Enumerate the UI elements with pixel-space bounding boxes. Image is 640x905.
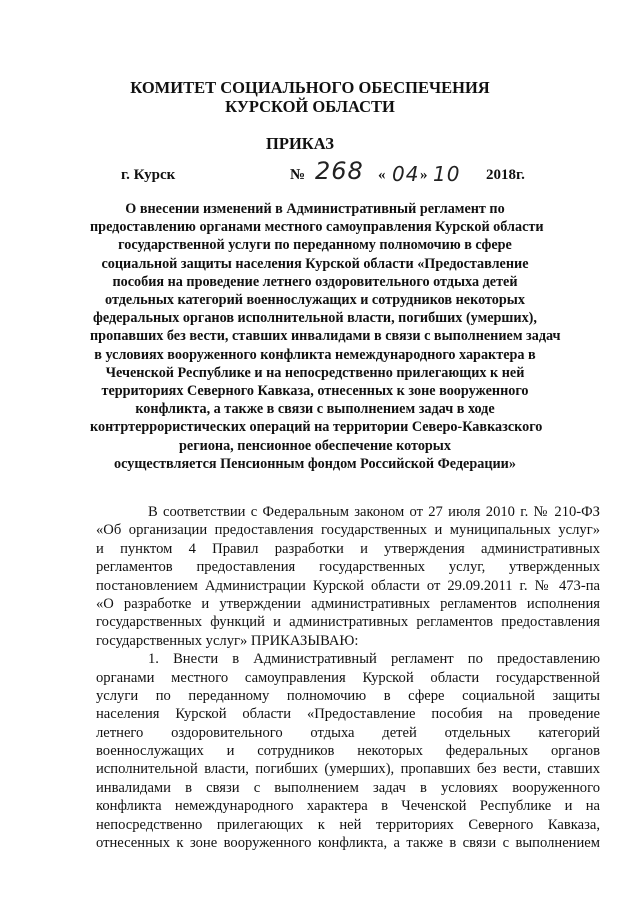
handwritten-order-number: 268 <box>315 157 364 185</box>
subject-line: социальной защиты населения Курской области «Предоставление <box>101 255 529 272</box>
subject-line: региона, пенсионное обеспечение которых <box>179 437 451 454</box>
body-text-line: конфликта немеждународного характера в Чеченской Республике и на <box>96 798 600 815</box>
subject-line: Чеченской Республике и на непосредственно прилегающих к ней <box>105 364 525 381</box>
body-text-line: постановлением Администрации Курской области от 29.09.2011 г. № 473-па <box>96 577 600 594</box>
date-close-quote: » <box>420 167 428 183</box>
body-text-line: военнослужащих и сотрудников некоторых федеральных органов <box>96 743 600 760</box>
document-type: ПРИКАЗ <box>266 134 334 153</box>
body-text-line: населения Курской области «Предоставление пособия на проведение <box>96 706 600 723</box>
subject-line: территориях Северного Кавказа, отнесенных к зоне вооруженного <box>101 383 529 400</box>
body-text-line: регламентов предоставления государственных услуг, утвержденных <box>96 559 600 576</box>
subject-line: предоставлению органами местного самоуправления Курской области <box>90 219 544 236</box>
body-text-line: «О разработке и утверждении административных регламентов исполнения <box>96 595 600 612</box>
city: г. Курск <box>121 167 176 183</box>
body-text-line: летнего оздоровительного отдыха детей отдельных категорий <box>96 724 600 741</box>
subject-line: осуществляется Пенсионным фондом Российской Федерации» <box>114 455 516 472</box>
subject-line: пропавших без вести, ставших инвалидами в связи с выполнением задач <box>90 328 561 345</box>
subject-line: в условиях вооруженного конфликта немеждународного характера в <box>94 346 536 363</box>
body-text-line: исполнительной власти, погибших (умерших), пропавших без вести, ставших <box>96 761 600 778</box>
paragraph-first-line: В соответствии с Федеральным законом от 27 июля 2010 г. № 210-ФЗ <box>148 504 600 520</box>
handwritten-date-day: 04 <box>392 162 420 186</box>
date-open-quote: « <box>378 167 386 183</box>
body-text-line: инвалидами в связи с выполнением задач в условиях вооруженного <box>96 779 600 796</box>
organization-name-line: КОМИТЕТ СОЦИАЛЬНОГО ОБЕСПЕЧЕНИЯ <box>130 78 490 97</box>
organization-name-line: КУРСКОЙ ОБЛАСТИ <box>225 97 395 116</box>
order-body <box>96 503 600 852</box>
paragraph-first-line: 1. Внести в Административный регламент по предоставлению <box>148 651 600 668</box>
body-text-line: государственных функций и административных регламентов предоставления <box>96 614 600 631</box>
body-text-line: «Об организации предоставления государственных и муниципальных услуг» <box>96 522 600 539</box>
body-text-line: государственных услуг» ПРИКАЗЫВАЮ: <box>96 632 359 649</box>
subject-line: О внесении изменений в Административный регламент по <box>125 201 505 217</box>
body-text-line: органами местного самоуправления Курской области государственной <box>96 669 600 686</box>
body-text-line: отнесенных к зоне вооруженного конфликта, а также в связи с выполнением <box>96 835 600 852</box>
body-text-line: услуги по переданному полномочию в сфере социальной защиты <box>96 687 600 704</box>
number-sign: № <box>290 167 306 183</box>
subject-line: государственной услуги по переданному полномочию в сфере <box>118 237 512 254</box>
subject-line: отдельных категорий военнослужащих и сотрудников некоторых <box>105 292 525 309</box>
handwritten-date-month: 10 <box>433 162 461 186</box>
organization-name <box>100 78 520 116</box>
year: 2018г. <box>486 167 525 183</box>
subject-line: федеральных органов исполнительной власти, погибших (умерших), <box>93 310 537 327</box>
order-subject <box>90 200 561 473</box>
subject-line: пособия на проведение летнего оздоровительного отдыха детей <box>112 273 518 290</box>
subject-line: контртеррористических операций на территории Северо-Кавказского <box>90 419 543 436</box>
body-text-line: и пунктом 4 Правил разработки и утверждения административных <box>96 540 600 557</box>
body-text-line: непосредственно прилегающих к ней территориях Северного Кавказа, <box>96 816 600 833</box>
subject-line: конфликта, а также в связи с выполнением задач в ходе <box>135 401 495 418</box>
